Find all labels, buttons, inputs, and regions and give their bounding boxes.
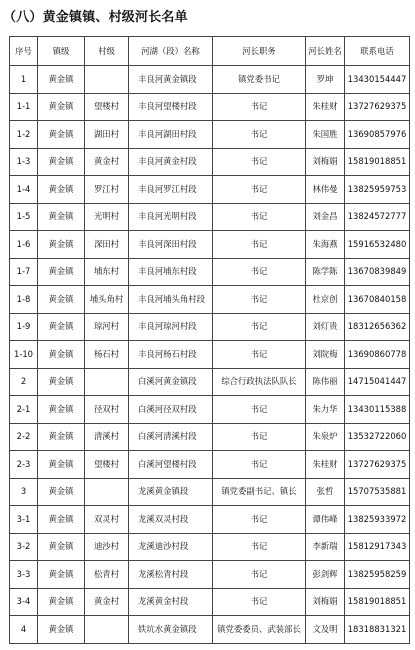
row-phone: 15916532480 (345, 231, 410, 259)
row-town: 黄金镇 (38, 313, 85, 341)
row-chief-name: 刘金昌 (306, 203, 345, 231)
row-river-section: 丰良河湖田村段 (129, 121, 213, 149)
row-index: 4 (10, 616, 38, 644)
row-town: 黄金镇 (38, 286, 85, 314)
row-position: 书记 (213, 286, 306, 314)
row-index: 1-3 (10, 148, 38, 176)
row-position: 镇党委书记 (213, 66, 306, 94)
row-chief-name: 刘梅娟 (306, 588, 345, 616)
row-phone: 13824572777 (345, 203, 410, 231)
row-phone: 13690860778 (345, 341, 410, 369)
row-position: 书记 (213, 176, 306, 204)
header-position: 河长职务 (213, 37, 306, 66)
table-row (10, 66, 410, 94)
table-row (10, 396, 410, 424)
row-position: 书记 (213, 231, 306, 259)
row-phone: 18318831321 (345, 616, 410, 644)
row-index: 2 (10, 368, 38, 396)
table-row (10, 121, 410, 149)
row-position: 书记 (213, 93, 306, 121)
row-chief-name: 张哲 (306, 478, 345, 506)
row-phone: 13727629375 (345, 451, 410, 479)
row-river-section: 丰良河黄金村段 (129, 148, 213, 176)
row-position: 书记 (213, 561, 306, 589)
row-position: 书记 (213, 258, 306, 286)
row-town: 黄金镇 (38, 616, 85, 644)
row-village: 杨石村 (85, 341, 129, 369)
table-header-row (10, 37, 410, 66)
header-village: 村级 (85, 37, 129, 66)
table-row (10, 478, 410, 506)
row-chief-name: 谭伟峰 (306, 506, 345, 534)
table-row (10, 203, 410, 231)
row-phone: 13727629375 (345, 93, 410, 121)
row-town: 黄金镇 (38, 66, 85, 94)
row-position: 书记 (213, 203, 306, 231)
header-index: 序号 (10, 37, 38, 66)
row-river-section: 龙溪黄金镇段 (129, 478, 213, 506)
row-chief-name: 彭剑辉 (306, 561, 345, 589)
row-position: 书记 (213, 588, 306, 616)
row-town: 黄金镇 (38, 203, 85, 231)
row-phone: 13670839849 (345, 258, 410, 286)
row-village: 黄金村 (85, 148, 129, 176)
row-village: 望楼村 (85, 451, 129, 479)
row-village: 埔头角村 (85, 286, 129, 314)
row-river-section: 龙溪迪沙村段 (129, 533, 213, 561)
table-body (10, 66, 410, 644)
table-row (10, 258, 410, 286)
table-row (10, 588, 410, 616)
table-row (10, 368, 410, 396)
river-chief-table (9, 36, 410, 644)
row-position: 书记 (213, 121, 306, 149)
row-river-section: 白溪河望楼村段 (129, 451, 213, 479)
row-town: 黄金镇 (38, 93, 85, 121)
row-village: 双灵村 (85, 506, 129, 534)
row-river-section: 白溪河黄金镇段 (129, 368, 213, 396)
row-index: 1-8 (10, 286, 38, 314)
row-village: 湖田村 (85, 121, 129, 149)
row-village (85, 616, 129, 644)
row-town: 黄金镇 (38, 396, 85, 424)
row-river-section: 白溪河清溪村段 (129, 423, 213, 451)
header-phone: 联系电话 (345, 37, 410, 66)
row-index: 2-1 (10, 396, 38, 424)
row-phone: 15812917343 (345, 533, 410, 561)
row-position: 综合行政执法队队长 (213, 368, 306, 396)
row-chief-name: 朱国胜 (306, 121, 345, 149)
row-phone: 13670840158 (345, 286, 410, 314)
row-village: 埔东村 (85, 258, 129, 286)
row-phone: 13825958259 (345, 561, 410, 589)
row-position: 书记 (213, 506, 306, 534)
row-phone: 15819018851 (345, 148, 410, 176)
row-chief-name: 朱泉炉 (306, 423, 345, 451)
row-chief-name: 李新瑞 (306, 533, 345, 561)
row-town: 黄金镇 (38, 341, 85, 369)
row-index: 2-2 (10, 423, 38, 451)
row-river-section: 丰良河黄金镇段 (129, 66, 213, 94)
row-chief-name: 朱海燕 (306, 231, 345, 259)
row-river-section: 丰良河埔头角村段 (129, 286, 213, 314)
row-phone: 13430115388 (345, 396, 410, 424)
table-row (10, 451, 410, 479)
row-index: 1-2 (10, 121, 38, 149)
row-index: 3-2 (10, 533, 38, 561)
row-chief-name: 刘院梅 (306, 341, 345, 369)
row-village: 深田村 (85, 231, 129, 259)
row-phone: 13825933972 (345, 506, 410, 534)
header-town: 镇级 (38, 37, 85, 66)
table-row (10, 423, 410, 451)
row-position: 书记 (213, 341, 306, 369)
row-chief-name: 陈伟丽 (306, 368, 345, 396)
row-town: 黄金镇 (38, 423, 85, 451)
row-river-section: 龙溪双灵村段 (129, 506, 213, 534)
row-index: 1-4 (10, 176, 38, 204)
row-town: 黄金镇 (38, 478, 85, 506)
row-town: 黄金镇 (38, 231, 85, 259)
row-chief-name: 罗坤 (306, 66, 345, 94)
row-index: 1-9 (10, 313, 38, 341)
row-town: 黄金镇 (38, 506, 85, 534)
table-row (10, 93, 410, 121)
row-index: 2-3 (10, 451, 38, 479)
table-row (10, 506, 410, 534)
row-river-section: 丰良河罗江村段 (129, 176, 213, 204)
row-phone: 15707535881 (345, 478, 410, 506)
row-village: 望楼村 (85, 93, 129, 121)
row-village: 清溪村 (85, 423, 129, 451)
row-phone: 15819018851 (345, 588, 410, 616)
row-position: 书记 (213, 148, 306, 176)
row-town: 黄金镇 (38, 258, 85, 286)
row-town: 黄金镇 (38, 451, 85, 479)
row-village (85, 478, 129, 506)
row-position: 镇党委委员、武装部长 (213, 616, 306, 644)
row-index: 1-7 (10, 258, 38, 286)
table-row (10, 313, 410, 341)
row-phone: 13430154447 (345, 66, 410, 94)
row-town: 黄金镇 (38, 148, 85, 176)
row-town: 黄金镇 (38, 588, 85, 616)
row-phone: 14715041447 (345, 368, 410, 396)
row-chief-name: 朱桂财 (306, 451, 345, 479)
table-row (10, 148, 410, 176)
row-village (85, 66, 129, 94)
row-chief-name: 林伟曼 (306, 176, 345, 204)
row-town: 黄金镇 (38, 121, 85, 149)
row-phone: 13532722060 (345, 423, 410, 451)
header-chief-name: 河长姓名 (306, 37, 345, 66)
row-chief-name: 朱力华 (306, 396, 345, 424)
row-index: 3-4 (10, 588, 38, 616)
row-river-section: 丰良河杨石村段 (129, 341, 213, 369)
row-river-section: 丰良河望楼村段 (129, 93, 213, 121)
row-river-section: 龙溪黄金村段 (129, 588, 213, 616)
table-row (10, 231, 410, 259)
row-position: 书记 (213, 533, 306, 561)
row-river-section: 丰良河埔东村段 (129, 258, 213, 286)
row-index: 1-10 (10, 341, 38, 369)
row-index: 3-3 (10, 561, 38, 589)
row-river-section: 铁坑水黄金镇段 (129, 616, 213, 644)
row-village (85, 368, 129, 396)
row-river-section: 丰良河琼河村段 (129, 313, 213, 341)
row-chief-name: 刘梅娟 (306, 148, 345, 176)
row-river-section: 丰良河深田村段 (129, 231, 213, 259)
row-village: 迪沙村 (85, 533, 129, 561)
row-position: 书记 (213, 423, 306, 451)
row-position: 书记 (213, 396, 306, 424)
row-chief-name: 朱桂财 (306, 93, 345, 121)
row-river-section: 白溪河径双村段 (129, 396, 213, 424)
row-chief-name: 杜京创 (306, 286, 345, 314)
row-index: 1 (10, 66, 38, 94)
row-village: 罗江村 (85, 176, 129, 204)
page-title: （八）黄金镇镇、村级河长名单 (3, 10, 188, 25)
table-row (10, 533, 410, 561)
row-position: 镇党委副书记、镇长 (213, 478, 306, 506)
row-phone: 13690857976 (345, 121, 410, 149)
row-phone: 13825959753 (345, 176, 410, 204)
row-index: 1-6 (10, 231, 38, 259)
header-river-section: 河湖（段）名称 (129, 37, 213, 66)
row-chief-name: 刘灯贵 (306, 313, 345, 341)
row-village: 光明村 (85, 203, 129, 231)
row-index: 3-1 (10, 506, 38, 534)
row-position: 书记 (213, 451, 306, 479)
row-town: 黄金镇 (38, 368, 85, 396)
row-position: 书记 (213, 313, 306, 341)
row-village: 松青村 (85, 561, 129, 589)
row-village: 琼河村 (85, 313, 129, 341)
table-row (10, 341, 410, 369)
row-village: 黄金村 (85, 588, 129, 616)
row-chief-name: 陈学陈 (306, 258, 345, 286)
table-row (10, 176, 410, 204)
row-town: 黄金镇 (38, 533, 85, 561)
row-river-section: 丰良河光明村段 (129, 203, 213, 231)
row-index: 1-5 (10, 203, 38, 231)
row-town: 黄金镇 (38, 561, 85, 589)
row-town: 黄金镇 (38, 176, 85, 204)
row-index: 1-1 (10, 93, 38, 121)
row-chief-name: 文及明 (306, 616, 345, 644)
row-index: 3 (10, 478, 38, 506)
table-row (10, 286, 410, 314)
row-phone: 18312656362 (345, 313, 410, 341)
row-river-section: 龙溪松青村段 (129, 561, 213, 589)
table-row (10, 616, 410, 644)
table-row (10, 561, 410, 589)
row-village: 径双村 (85, 396, 129, 424)
